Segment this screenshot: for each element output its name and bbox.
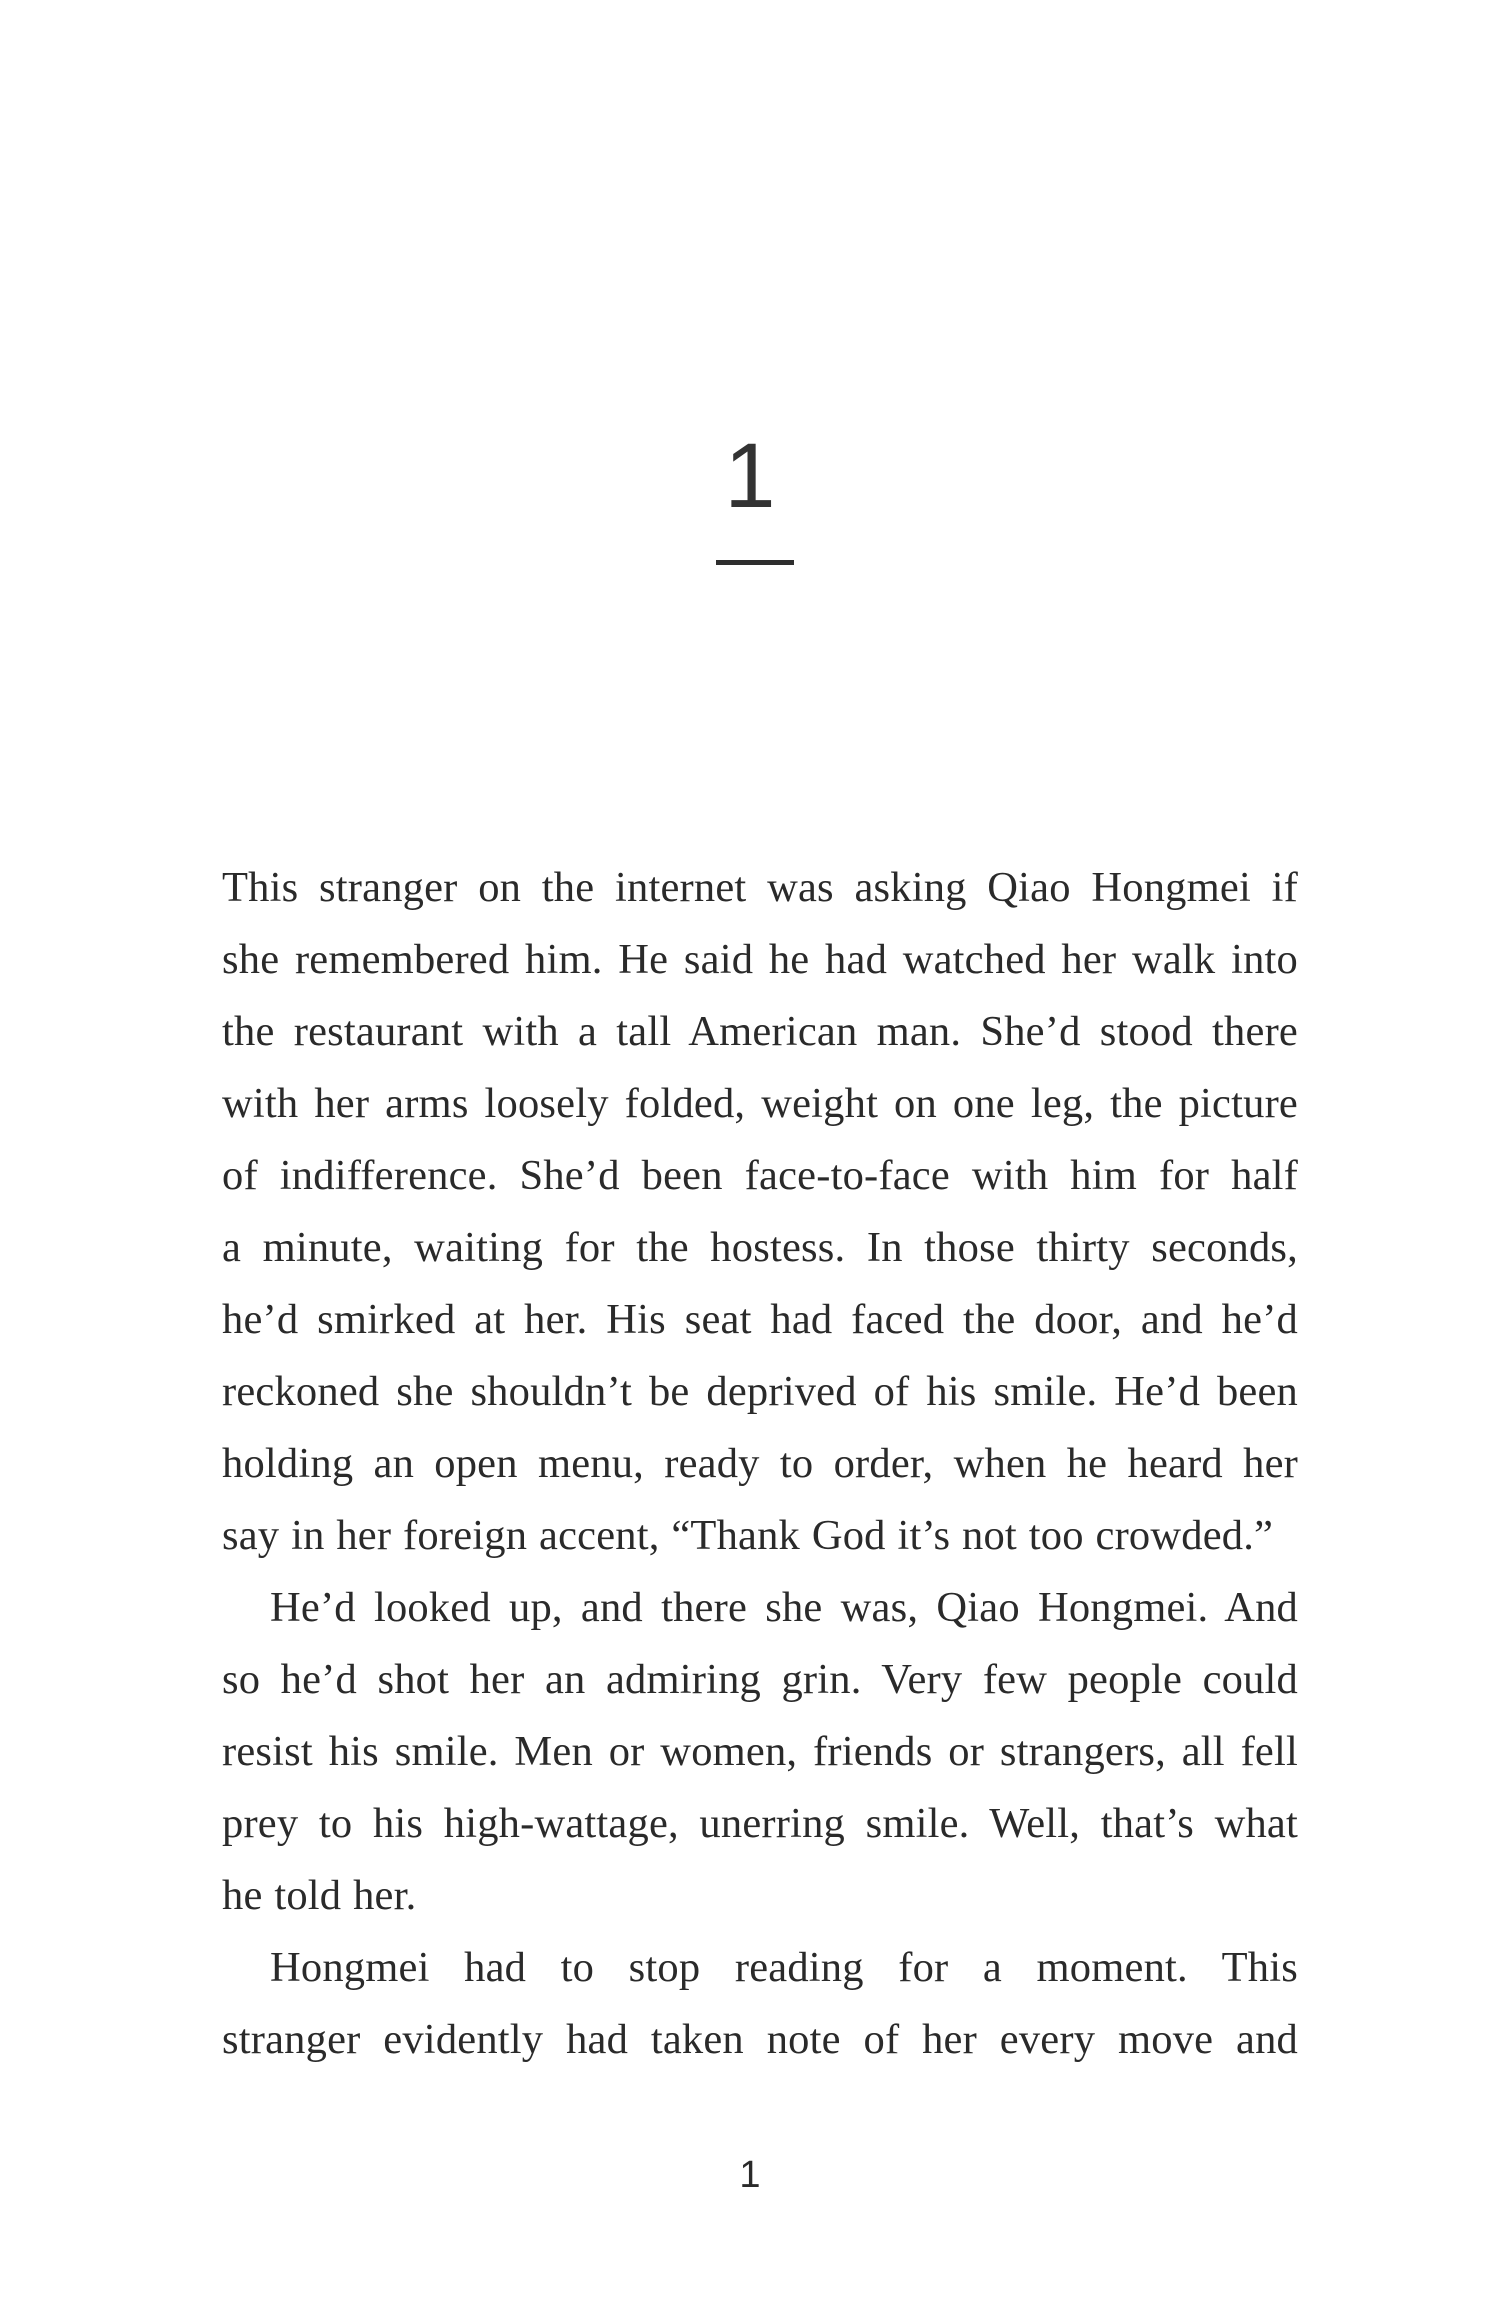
text-line: of indifference. She’d been face-to-face with him for half — [222, 1152, 1298, 1199]
page-number: 1 — [739, 2154, 761, 2196]
text-line: so he’d shot her an admiring grin. Very few people could — [222, 1656, 1298, 1703]
text-line: He’d looked up, and there she was, Qiao Hongmei. And — [270, 1584, 1298, 1631]
text-line: she remembered him. He said he had watched her walk into — [222, 936, 1298, 983]
chapter-number: 1 — [724, 425, 776, 527]
text-line: Hongmei had to stop reading for a moment. This — [270, 1944, 1298, 1991]
paragraph — [222, 1932, 1298, 2076]
text-line: prey to his high-wattage, unerring smile. Well, that’s what — [222, 1800, 1298, 1847]
text-line: holding an open menu, ready to order, when he heard her — [222, 1440, 1298, 1487]
paragraph — [222, 1572, 1298, 1932]
text-line: reckoned she shouldn’t be deprived of his smile. He’d been — [222, 1368, 1298, 1415]
text-line: say in her foreign accent, “Thank God it’s not too crowded.” — [222, 1512, 1274, 1559]
text-line: resist his smile. Men or women, friends or strangers, all fell — [222, 1728, 1298, 1775]
paragraph — [222, 852, 1298, 1572]
chapter-number-underline — [716, 560, 794, 565]
text-line: a minute, waiting for the hostess. In those thirty seconds, — [222, 1224, 1298, 1271]
text-line: with her arms loosely folded, weight on one leg, the picture — [222, 1080, 1298, 1127]
body-text — [222, 852, 1298, 2076]
text-line: the restaurant with a tall American man. She’d stood there — [222, 1008, 1298, 1055]
text-line: This stranger on the internet was asking Qiao Hongmei if — [222, 864, 1298, 911]
text-line: stranger evidently had taken note of her every move and — [222, 2016, 1298, 2063]
text-line: he told her. — [222, 1872, 417, 1919]
text-line: he’d smirked at her. His seat had faced the door, and he’d — [222, 1296, 1298, 1343]
